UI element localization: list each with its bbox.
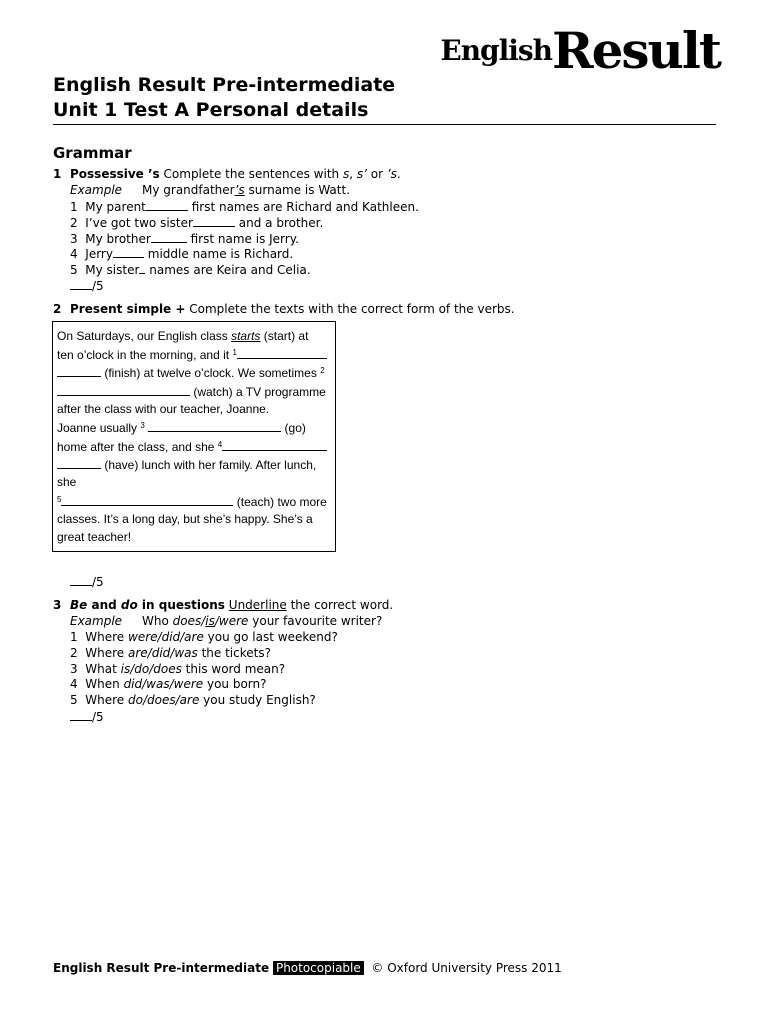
gap-number: 5 [57, 495, 62, 504]
q1-item-text: first name is Jerry. [186, 232, 299, 246]
q1-heading-line: Possessive ’s Complete the sentences with s, s’ or ’s. [70, 167, 401, 181]
answer-blank[interactable] [222, 439, 327, 451]
q2-text: (watch) a TV programme [190, 385, 326, 399]
logo-english: English [440, 34, 553, 67]
q3-item-text: you born? [203, 677, 267, 691]
q3-heading-and: and [87, 598, 121, 612]
q2-text: home after the class, and she [57, 440, 215, 454]
q2-text-line [57, 494, 327, 509]
q1-item-text: first names are Richard and Kathleen. [187, 200, 419, 214]
q1-example [70, 183, 350, 199]
q2-text-line: after the class with our teacher, Joanne. [57, 402, 270, 416]
q3-item-text: you study English? [199, 693, 316, 707]
answer-blank[interactable] [237, 347, 327, 359]
q3-options[interactable]: did/was/were [123, 677, 204, 691]
q1-item-text: names are Keira and Celia. [145, 263, 311, 277]
q1-item-number: 1 [70, 200, 78, 214]
logo-result: Result [552, 21, 720, 80]
q1-heading: Possessive ’s [70, 167, 160, 181]
q2-text: (have) lunch with her family. After lunch, [101, 458, 317, 472]
q1-item-text: My brother [85, 232, 151, 246]
footer-copyright: © Oxford University Press 2011 [371, 961, 562, 975]
q3-item [70, 693, 316, 709]
title-divider [53, 124, 716, 125]
q3-options[interactable]: were/did/are [128, 630, 204, 644]
q3-example [70, 614, 382, 630]
q1-item-text: My parent [85, 200, 146, 214]
q2-text-line: classes. It’s a long day, but she’s happy. She’s a [57, 512, 313, 526]
q3-item [70, 677, 267, 693]
q1-item-text: Jerry [85, 247, 113, 261]
q1-example-label: Example [70, 183, 123, 197]
footer-title: English Result Pre-intermediate [53, 961, 270, 975]
english-result-logo [440, 21, 720, 80]
q2-text-line [57, 365, 325, 380]
q3-score [70, 709, 104, 726]
q3-item [70, 646, 271, 662]
q1-example-pre: My grandfather [142, 183, 235, 197]
q1-item-text: My sister [85, 263, 140, 277]
answer-blank[interactable] [146, 199, 188, 211]
page-title [53, 73, 395, 123]
q3-item-number: 1 [70, 630, 78, 644]
q3-instruction-underline: Underline [228, 598, 287, 612]
q3-item-number: 3 [70, 662, 78, 676]
q3-heading-be: Be [70, 598, 88, 612]
answer-blank[interactable] [113, 246, 144, 258]
q3-item-text: When [85, 677, 124, 691]
q1-item-text: and a brother. [234, 216, 324, 230]
section-heading: Grammar [53, 144, 132, 162]
q3-item-text: the tickets? [197, 646, 271, 660]
q3-item-text: Where [85, 630, 129, 644]
q3-item-number: 5 [70, 693, 78, 707]
q3-item-text: Where [85, 693, 129, 707]
q3-heading-line [70, 598, 393, 614]
q1-item [70, 199, 419, 216]
q1-number: 1 [53, 167, 62, 181]
q2-text-line: great teacher! [57, 530, 132, 544]
answer-blank[interactable] [193, 215, 235, 227]
title-line1: English Result Pre-intermediate [53, 74, 396, 96]
title-line2: Unit 1 Test A Personal details [53, 99, 369, 121]
q2-example-answer: starts [231, 329, 261, 343]
q2-text-box [52, 321, 336, 552]
q1-item [70, 215, 323, 232]
q3-item-text: this word mean? [181, 662, 286, 676]
q3-example-option: does/ [172, 614, 206, 628]
gap-number: 2 [320, 366, 325, 375]
gap-number: 4 [217, 440, 223, 449]
q1-item-text: middle name is Richard. [143, 247, 294, 261]
q3-number: 3 [53, 598, 62, 612]
q2-text: (start) at [260, 329, 309, 343]
q1-opt2: s’ [356, 167, 367, 181]
q2-text: (go) [281, 421, 306, 435]
q2-text: (finish) at twelve o’clock. We sometimes [101, 366, 317, 380]
q3-item [70, 662, 285, 678]
footer [53, 961, 562, 975]
photocopiable-badge: Photocopiable [273, 961, 364, 975]
answer-blank[interactable] [57, 457, 101, 469]
q3-item-number: 4 [70, 677, 78, 691]
q3-item-text: you go last weekend? [203, 630, 338, 644]
q2-text-line [57, 420, 306, 435]
q3-instruction: the correct word. [286, 598, 394, 612]
q3-example-post: your favourite writer? [248, 614, 383, 628]
score-blank[interactable] [70, 574, 92, 586]
q2-number: 2 [53, 302, 62, 316]
q2-text: Joanne usually [57, 421, 138, 435]
q1-opt3: ’s [386, 167, 397, 181]
q2-text: ten o’clock in the morning, and it [57, 348, 230, 362]
q2-heading-line [70, 302, 515, 318]
q3-example-answer: is [205, 614, 215, 628]
q1-item [70, 262, 311, 279]
q1-item [70, 246, 293, 263]
q3-heading-do: do [120, 598, 138, 612]
q3-example-option: /were [214, 614, 249, 628]
q3-item-text: What [85, 662, 121, 676]
q1-example-answer: ’s [234, 183, 245, 197]
q1-item-number: 3 [70, 232, 78, 246]
q2-text-line [57, 347, 327, 362]
gap-number: 1 [232, 348, 237, 357]
score-blank[interactable] [70, 709, 92, 721]
answer-blank[interactable] [57, 365, 101, 377]
q1-item-text: I’ve got two sister [85, 216, 193, 230]
score-blank[interactable] [70, 278, 92, 290]
q3-heading-rest: in questions [137, 598, 225, 612]
q2-text-line: she [57, 475, 77, 489]
q1-item-number: 2 [70, 216, 78, 230]
gap-number: 3 [140, 421, 145, 430]
q2-text-line [57, 439, 327, 454]
q2-score-total: /5 [92, 575, 104, 589]
answer-blank[interactable] [57, 384, 190, 396]
q1-score-total: /5 [92, 279, 104, 293]
q2-heading: Present simple + [70, 302, 186, 316]
q1-score [70, 278, 104, 295]
q3-item-text: Where [85, 646, 129, 660]
q2-text: (teach) two more [233, 495, 327, 509]
q3-example-pre: Who [142, 614, 173, 628]
q2-score [70, 574, 104, 591]
q3-score-total: /5 [92, 710, 104, 724]
q3-item-number: 2 [70, 646, 78, 660]
q1-opt1: s [342, 167, 350, 181]
q1-item-number: 5 [70, 263, 78, 277]
q3-example-label: Example [70, 614, 123, 628]
answer-blank[interactable] [148, 420, 281, 432]
answer-blank[interactable] [61, 494, 233, 506]
q3-options[interactable]: do/does/are [128, 693, 200, 707]
q1-instruction: Complete the sentences with [163, 167, 340, 181]
q2-text-line [57, 457, 316, 472]
q2-text-line [57, 384, 326, 399]
q2-text: On Saturdays, our English class [57, 329, 232, 343]
answer-blank[interactable] [151, 231, 187, 243]
q3-options[interactable]: are/did/was [128, 646, 198, 660]
q3-options[interactable]: is/do/does [120, 662, 182, 676]
q2-text-line [57, 329, 308, 343]
q1-item-number: 4 [70, 247, 78, 261]
q2-instruction: Complete the texts with the correct form of the verbs. [189, 302, 515, 316]
q1-example-post: surname is Watt. [244, 183, 351, 197]
q3-item [70, 630, 338, 646]
